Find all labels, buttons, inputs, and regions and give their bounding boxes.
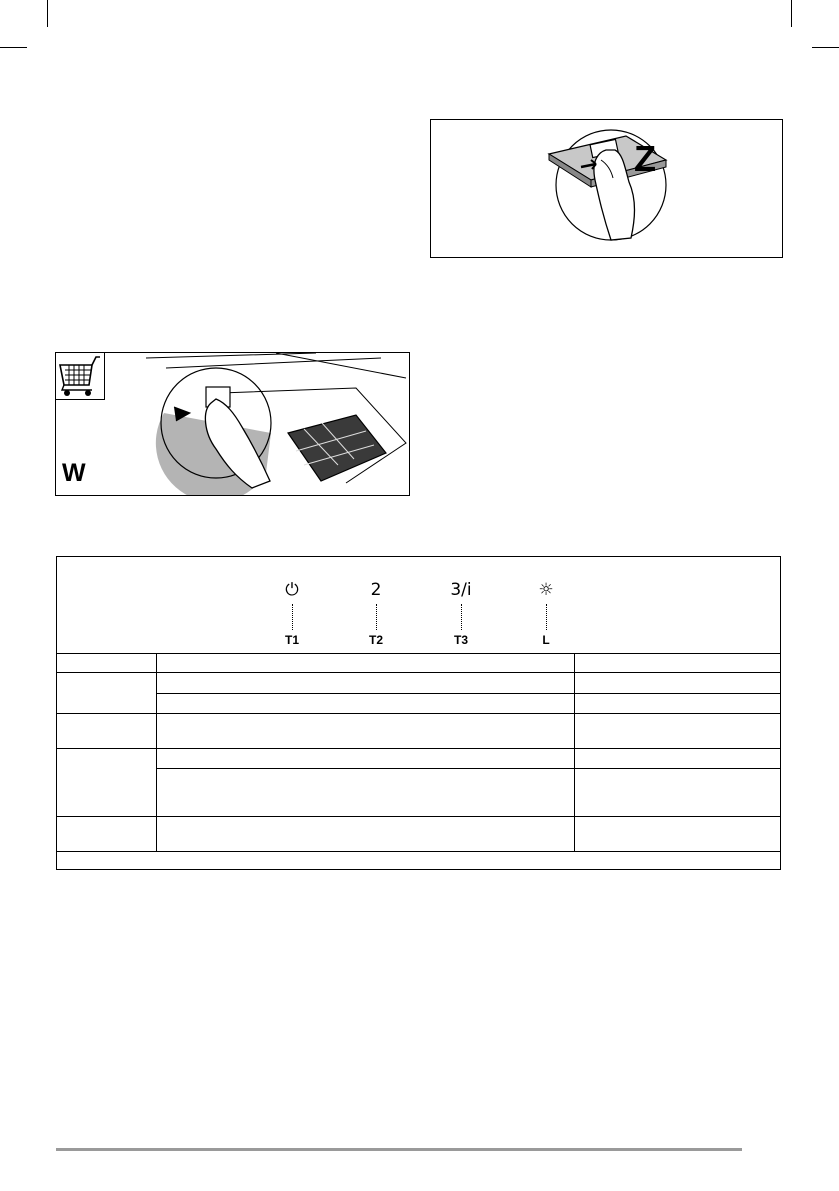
charcoal-filter-illustration — [56, 353, 409, 495]
control-panel-table — [56, 556, 781, 870]
control-l — [526, 580, 566, 647]
crop-mark-top-left-h — [0, 47, 27, 48]
power-icon: ⏻ — [285, 580, 299, 600]
light-icon: ☼ — [538, 580, 554, 600]
crop-mark-top-right-h — [812, 47, 839, 48]
table-rule — [156, 693, 780, 694]
table-rule — [57, 816, 780, 817]
grease-filter-release-illustration — [431, 120, 782, 257]
control-t2 — [356, 580, 396, 647]
table-rule — [57, 672, 780, 673]
speed-2-icon: 2 — [370, 580, 382, 600]
crop-mark-top-left-v — [47, 0, 48, 27]
figure-w — [55, 352, 410, 496]
figure-letter-z: Z — [634, 138, 656, 179]
control-label-t1: T1 — [284, 633, 299, 647]
speed-3-intensive-icon: 3/i — [450, 580, 472, 600]
leader-line — [546, 604, 547, 630]
control-label-t2: T2 — [368, 633, 383, 647]
leader-line — [461, 604, 462, 630]
table-column-rule — [156, 653, 157, 851]
footer-rule — [56, 1148, 742, 1151]
control-t1 — [272, 580, 312, 647]
leader-line — [376, 604, 377, 630]
table-rule — [57, 851, 780, 852]
table-column-rule — [574, 653, 575, 851]
leader-line — [292, 604, 293, 630]
control-label-l: L — [542, 633, 550, 647]
figure-letter-w: W — [62, 459, 86, 487]
crop-mark-top-right-v — [791, 0, 792, 27]
figure-z — [430, 119, 783, 258]
table-row — [57, 654, 780, 672]
table-rule — [156, 768, 780, 769]
table-rule — [57, 713, 780, 714]
table-rule — [57, 748, 780, 749]
control-t3 — [441, 580, 481, 647]
control-label-t3: T3 — [453, 633, 468, 647]
